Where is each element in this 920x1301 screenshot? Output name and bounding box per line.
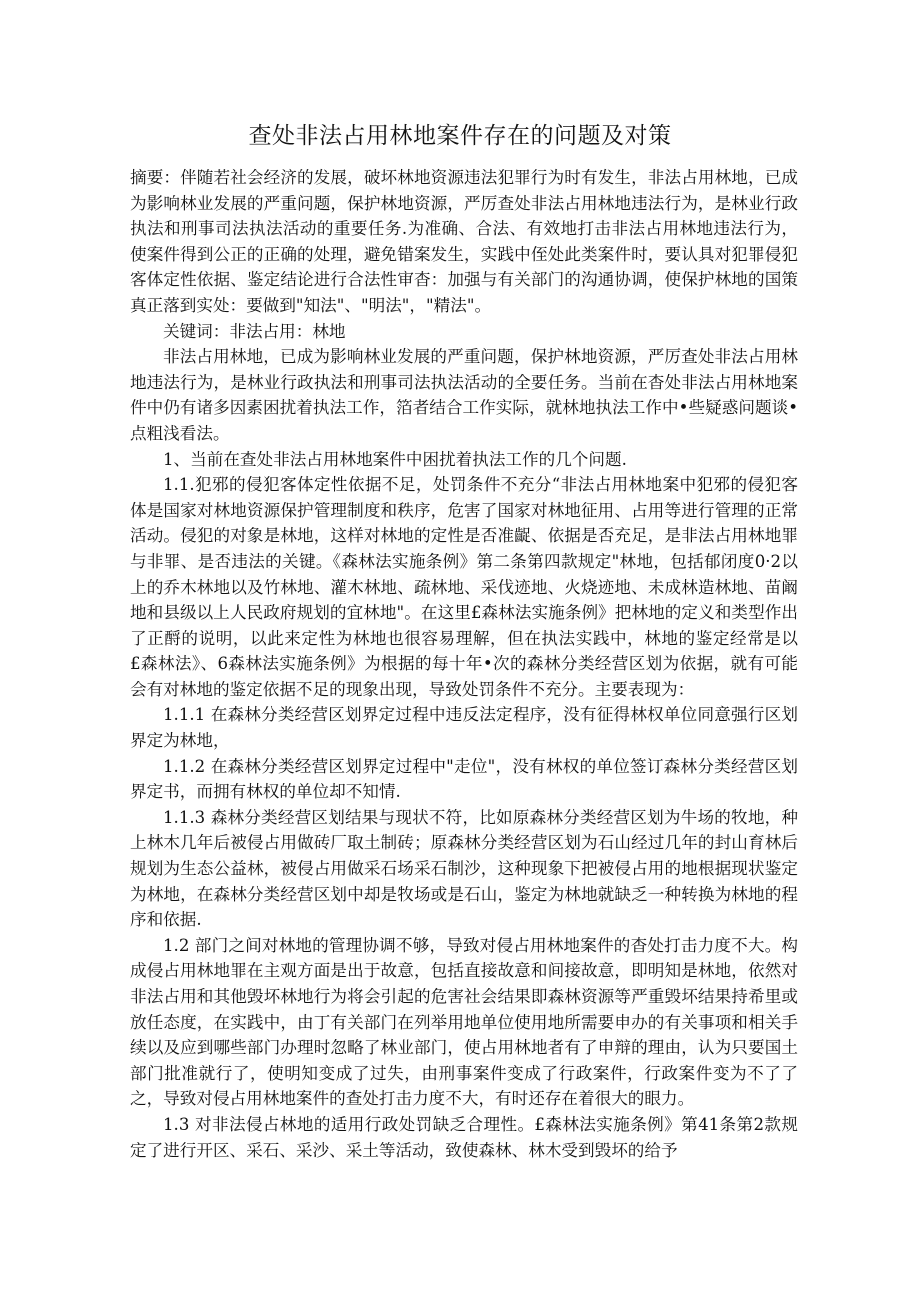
intro-paragraph: 非法占用林地，已成为影响林业发展的严重问题，保护林地资源，严厉查处非法占用林地违法行为，是林业行政执法和刑事司法执法活动的全要任务。当前在杳处非法占用林地案件中仍有诸多因素困扰着执法工作，箔者结合工作实际，就林地执法工作中•些疑惑问题谈•点粗浅看法。	[130, 347, 798, 443]
document-title: 查处非法占用林地案件存在的问题及对策	[248, 123, 672, 149]
keywords-paragraph: 关键词：非法占用：林地	[163, 321, 346, 341]
section-1-2-paragraph: 1.2 部门之间对林地的管理协调不够，导致对侵占用林地案件的杳处打击力度不大。构成侵占用林地罪在主观方面是出于故意，包括直接故意和间接故意，即明知是林地，依然对非法占用和其他毁坏林地行为将会引起的危害社会结果即森林资源等严重毁坏结果持希里或放任态度，在实践中，由丁有关部门在列举用地单位使用地所需要申办的有关事项和相关手续以及应到哪些部门办理时忽略了林业部门，使占用林地者有了申辩的理由，认为只要国土部门批准就行了，使明知变成了过失，由刑事案件变成了行政案件，行政案件变为不了了之，导致对侵占用林地案件的查处打击力度不大，有时还存在着很大的眼力。	[130, 935, 798, 1109]
section-1-3-paragraph: 1.3 对非法侵占林地的适用行政处罚缺乏合理性。£森林法实施条例》第41条第2款规定了进行开区、采石、采沙、采土等活动，致使森林、林木受到毁坏的给予	[130, 1114, 798, 1160]
section-heading-1: 1、当前在查处非法占用林地案件中困扰着执法工作的几个问题.	[163, 449, 627, 469]
section-1-1-3-paragraph: 1.1.3 森林分类经营区划结果与现状不符，比如原森林分类经营区划为牛场的牧地，种上林木几年后被侵占用做砖厂取土制砖；原森林分类经营区划为石山经过几年的封山育林后规划为生态公益林，被侵占用做采石场采石制沙，这种现象下把被侵占用的地根据现状鉴定为林地，在森林分类经营区划中却是牧场或是石山，鉴定为林地就缺乏一种转换为林地的程序和依据.	[130, 807, 798, 930]
section-1-1-paragraph: 1.1.犯邪的侵犯客体定性依据不足，处罚条件不充分“非法占用林地案中犯邪的侵犯客体是国家对林地资源保护管理制度和秩序，危害了国家对林地征用、占用等进行管理的正常活动。侵犯的对象是林地，这样对林地的定性是否准齪、依据是否充足，是非法占用林地罪与非罪、是否违法的关键。《森林法实施条例》第二条第四款规定"林地，包括郁闭度0·2以上的乔木林地以及竹林地、灌木林地、疏林地、采伐迹地、火烧迹地、未成林造林地、苗阚地和县级以上人民政府规划的宜林地"。在这里£森林法实施条例》把林地的定义和类型作出了正酹的说明，以此来定性为林地也很容易理解，但在执法实践中，林地的鉴定经常是以£森林法》、6森林法实施条例》为根据的每十年•次的森林分类经营区划为依据，就有可能会有对林地的鉴定依据不足的现象出现，导致处罚条件不充分。主要表现为：	[130, 475, 798, 699]
section-1-1-2-paragraph: 1.1.2 在森林分类经营区划界定过程中"走位"，没有林权的单位签订森林分类经营区划界定书，而拥有林权的单位却不知情.	[130, 756, 798, 802]
document-body	[130, 165, 798, 1163]
section-1-1-1-paragraph: 1.1.1 在森林分类经营区划界定过程中违反法定程序，没有征得林权单位同意强行区划界定为林地，	[130, 705, 798, 751]
abstract-paragraph: 摘要：伴随若社会经济的发展，破坏林地资源违法犯罪行为时有发生，非法占用林地，已成为影响林业发展的严重问题，保护林地资源，严厉查处非法占用林地违法行为，是林业行政执法和刑事司法执法活动的重要任务.为准确、合法、有效地打击非法占用林地违法行为，使案件得到公正的正确的处理，避免错案发生，实践中侄处此类案件时，要认具对犯罪侵犯客体定性依据、鉴定结论进行合法性审杳：加强与有关部门的沟通协调，使保护林地的国策真正落到实处：要做到"知法"、"明法"，"精法"。	[130, 168, 798, 315]
